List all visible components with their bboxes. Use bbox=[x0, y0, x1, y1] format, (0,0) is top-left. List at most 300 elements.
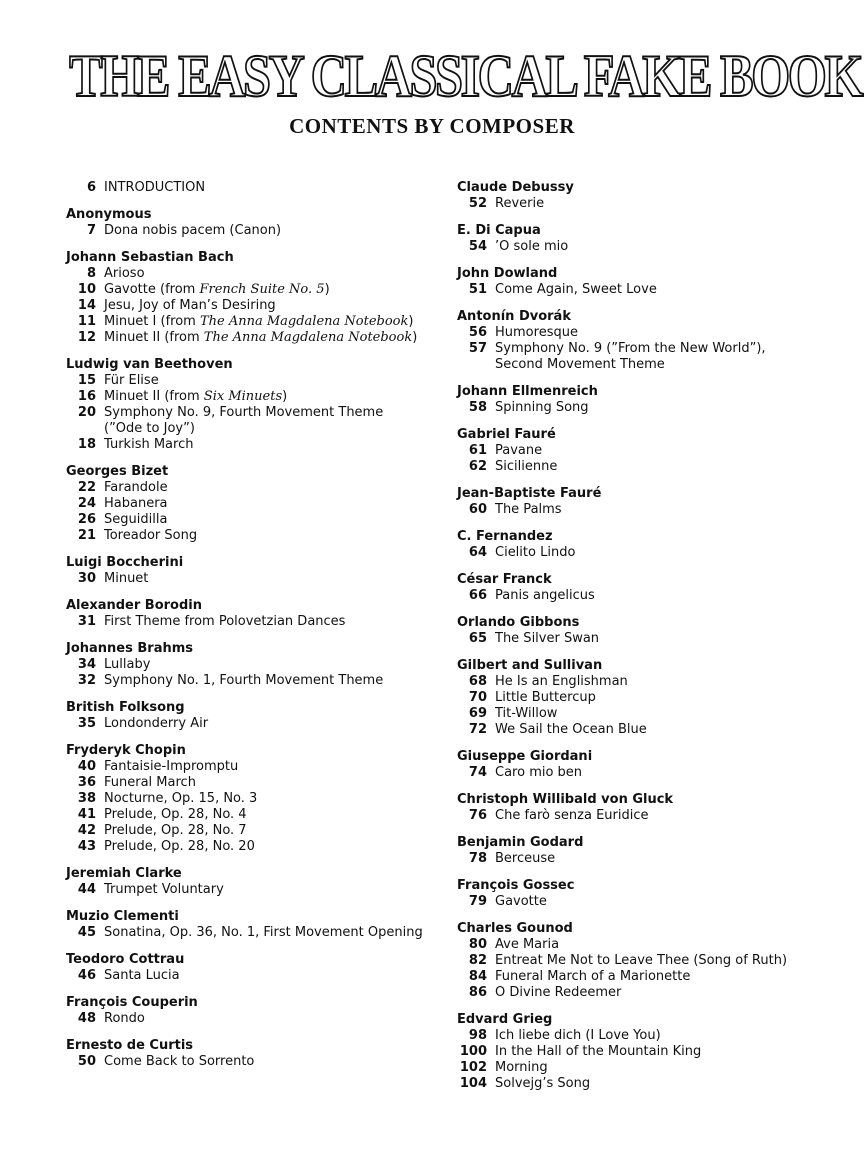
entry-page-number: 20 bbox=[77, 405, 96, 420]
toc-entry[interactable] bbox=[66, 1011, 446, 1027]
toc-entry[interactable] bbox=[457, 937, 827, 953]
entry-title bbox=[104, 882, 224, 898]
entry-title bbox=[495, 282, 657, 298]
toc-entry[interactable] bbox=[457, 545, 827, 561]
composer-name: Gilbert and Sullivan bbox=[457, 658, 603, 673]
composer-group-francois-gossec bbox=[457, 878, 827, 910]
entry-title bbox=[104, 807, 247, 823]
entry-title-text: In the Hall of the Mountain King bbox=[495, 1044, 702, 1059]
entry-page-number: 40 bbox=[77, 759, 96, 774]
entry-page-number: 12 bbox=[77, 330, 96, 345]
entry-title bbox=[104, 389, 287, 405]
entry-page-number: 65 bbox=[468, 631, 487, 646]
composer-group-johannes-brahms bbox=[66, 641, 446, 689]
entry-title-text: Pavane bbox=[495, 443, 543, 458]
entry-page-number: 14 bbox=[77, 298, 96, 313]
toc-entry[interactable] bbox=[457, 588, 827, 604]
entry-title bbox=[495, 985, 621, 1001]
entry-title-text: Rondo bbox=[104, 1011, 145, 1026]
entry-title bbox=[495, 588, 595, 604]
composer-name: César Franck bbox=[457, 572, 552, 587]
entry-title-text: Santa Lucia bbox=[104, 968, 180, 983]
entry-title bbox=[495, 631, 599, 647]
toc-entry[interactable] bbox=[457, 706, 827, 722]
entry-title bbox=[104, 925, 423, 941]
entry-title-text: Caro mio ben bbox=[495, 765, 583, 780]
entry-title-text: Ave Maria bbox=[495, 937, 560, 952]
entry-title-continuation: (”Ode to Joy”) bbox=[104, 421, 195, 436]
entry-title-text: Come Back to Sorrento bbox=[104, 1054, 255, 1069]
entry-page-number: 58 bbox=[468, 400, 487, 415]
composer-group-anonymous bbox=[66, 207, 446, 239]
toc-entry[interactable] bbox=[66, 298, 446, 314]
entry-title bbox=[104, 791, 257, 807]
toc-entry[interactable] bbox=[66, 716, 446, 732]
entry-title bbox=[495, 722, 647, 738]
toc-entry[interactable] bbox=[66, 571, 446, 587]
toc-entry[interactable] bbox=[457, 808, 827, 824]
entry-title-text: Symphony No. 1, Fourth Movement Theme bbox=[104, 673, 384, 688]
composer-name: John Dowland bbox=[457, 266, 558, 281]
toc-entry[interactable] bbox=[66, 839, 446, 855]
entry-title-text: Für Elise bbox=[104, 373, 159, 388]
entry-title bbox=[495, 443, 542, 459]
entry-title-text: First Theme from Polovetzian Dances bbox=[104, 614, 346, 629]
entry-page-number: 104 bbox=[459, 1076, 487, 1091]
entry-title-text: Solvejg’s Song bbox=[495, 1076, 591, 1091]
entry-title-text: Entreat Me Not to Leave Thee (Song of Ruth) bbox=[495, 953, 788, 968]
toc-entry[interactable] bbox=[457, 851, 827, 867]
entry-page-number: 45 bbox=[77, 925, 96, 940]
composer-name: Antonín Dvorák bbox=[457, 309, 571, 324]
composer-name: Ludwig van Beethoven bbox=[66, 357, 233, 372]
entry-title bbox=[104, 839, 255, 855]
entry-title-text: Funeral March of a Marionette bbox=[495, 969, 691, 984]
composer-name: C. Fernandez bbox=[457, 529, 553, 544]
toc-entry[interactable] bbox=[457, 341, 827, 373]
entry-page-number: 26 bbox=[77, 512, 96, 527]
entry-page-number: 52 bbox=[468, 196, 487, 211]
entry-title-text: Toreador Song bbox=[104, 528, 198, 543]
composer-group-gilbert-and-sullivan bbox=[457, 658, 827, 738]
entry-title bbox=[495, 325, 578, 341]
entry-title bbox=[104, 266, 145, 282]
entry-title bbox=[104, 716, 208, 732]
entry-title-text: Minuet II (from bbox=[104, 330, 204, 345]
entry-title bbox=[495, 808, 649, 824]
entry-title-text: Minuet II (from bbox=[104, 389, 204, 404]
toc-entry[interactable] bbox=[66, 437, 446, 453]
entry-title bbox=[495, 1076, 590, 1092]
toc-entry[interactable] bbox=[457, 1028, 827, 1044]
composer-group-alexander-borodin bbox=[66, 598, 446, 630]
entry-title-text: O Divine Redeemer bbox=[495, 985, 622, 1000]
toc-entry[interactable] bbox=[457, 400, 827, 416]
composer-name: Giuseppe Giordani bbox=[457, 749, 593, 764]
toc-entry[interactable] bbox=[66, 807, 446, 823]
entry-title-text: Nocturne, Op. 15, No. 3 bbox=[104, 791, 258, 806]
entry-page-number: 18 bbox=[77, 437, 96, 452]
entry-page-number: 102 bbox=[459, 1060, 487, 1075]
toc-entry[interactable] bbox=[66, 405, 446, 437]
composer-name: Teodoro Cottrau bbox=[66, 952, 185, 967]
composer-group-e-di-capua bbox=[457, 223, 827, 255]
entry-title bbox=[495, 502, 562, 518]
composer-group-c-fernandez bbox=[457, 529, 827, 561]
entry-page-number: 79 bbox=[468, 894, 487, 909]
entry-title bbox=[104, 282, 330, 298]
book-title-banner: THE EASY CLASSICAL FAKE BOOK bbox=[69, 43, 862, 109]
entry-page-number: 44 bbox=[77, 882, 96, 897]
toc-entry[interactable] bbox=[457, 674, 827, 690]
entry-page-number: 10 bbox=[77, 282, 96, 297]
entry-title-text: Symphony No. 9, Fourth Movement Theme bbox=[104, 405, 384, 420]
composer-name: Christoph Willibald von Gluck bbox=[457, 792, 674, 807]
composer-group-giuseppe-giordani bbox=[457, 749, 827, 781]
entry-title-text: Gavotte bbox=[495, 894, 547, 909]
entry-title bbox=[104, 775, 196, 791]
entry-title bbox=[104, 673, 383, 689]
entry-title bbox=[495, 459, 557, 475]
composer-group-orlando-gibbons bbox=[457, 615, 827, 647]
entry-page-number: 56 bbox=[468, 325, 487, 340]
entry-title-text: Farandole bbox=[104, 480, 168, 495]
entry-title bbox=[495, 690, 596, 706]
entry-title bbox=[495, 969, 690, 985]
entry-page-number: 30 bbox=[77, 571, 96, 586]
entry-title bbox=[495, 851, 555, 867]
toc-entry[interactable] bbox=[66, 389, 446, 405]
toc-entry[interactable] bbox=[457, 969, 827, 985]
toc-entry[interactable] bbox=[457, 196, 827, 212]
toc-entry[interactable] bbox=[457, 1044, 827, 1060]
entry-page-number: 54 bbox=[468, 239, 487, 254]
composer-group-claude-debussy bbox=[457, 180, 827, 212]
toc-entry[interactable] bbox=[457, 282, 827, 298]
toc-entry[interactable] bbox=[66, 223, 446, 239]
entry-title bbox=[104, 1011, 145, 1027]
composer-group-muzio-clementi bbox=[66, 909, 446, 941]
entry-title bbox=[495, 1060, 548, 1076]
composer-name: François Gossec bbox=[457, 878, 575, 893]
toc-entry[interactable] bbox=[457, 631, 827, 647]
entry-title-continuation: Second Movement Theme bbox=[495, 357, 665, 372]
entry-page-number: 76 bbox=[468, 808, 487, 823]
composer-group-jeremiah-clarke bbox=[66, 866, 446, 898]
entry-title-text: Habanera bbox=[104, 496, 168, 511]
composer-name: Gabriel Fauré bbox=[457, 427, 556, 442]
entry-page-number: 82 bbox=[468, 953, 487, 968]
toc-entry[interactable] bbox=[66, 373, 446, 389]
entry-title-text: Little Buttercup bbox=[495, 690, 596, 705]
entry-page-number: 15 bbox=[77, 373, 96, 388]
composer-group-benjamin-godard bbox=[457, 835, 827, 867]
entry-title bbox=[104, 405, 383, 437]
composer-group-gabriel-faure bbox=[457, 427, 827, 475]
toc-entry[interactable] bbox=[457, 502, 827, 518]
composer-name: Benjamin Godard bbox=[457, 835, 584, 850]
composer-group-john-dowland bbox=[457, 266, 827, 298]
toc-entry[interactable] bbox=[66, 823, 446, 839]
composer-name: E. Di Capua bbox=[457, 223, 541, 238]
entry-page-number: 68 bbox=[468, 674, 487, 689]
entry-title-text: ’O sole mio bbox=[495, 239, 569, 254]
toc-entry[interactable] bbox=[457, 443, 827, 459]
composer-group-cesar-franck bbox=[457, 572, 827, 604]
entry-page-number: 61 bbox=[468, 443, 487, 458]
composer-name: Fryderyk Chopin bbox=[66, 743, 186, 758]
composer-name: Georges Bizet bbox=[66, 464, 169, 479]
entry-title bbox=[104, 480, 168, 496]
entry-page-number: 7 bbox=[86, 223, 96, 238]
composer-name: Anonymous bbox=[66, 207, 152, 222]
composer-name: Orlando Gibbons bbox=[457, 615, 580, 630]
entry-page-number: 80 bbox=[468, 937, 487, 952]
toc-entry[interactable] bbox=[457, 325, 827, 341]
toc-entry[interactable] bbox=[66, 480, 446, 496]
entry-page-number: 11 bbox=[77, 314, 96, 329]
entry-title-source: French Suite No. 5 bbox=[199, 282, 325, 297]
entry-title bbox=[495, 196, 544, 212]
entry-title-source: The Anna Magdalena Notebook bbox=[199, 314, 409, 329]
entry-title-text: Londonderry Air bbox=[104, 716, 209, 731]
entry-page-number: 34 bbox=[77, 657, 96, 672]
entry-title bbox=[104, 223, 281, 239]
entry-page-number: 100 bbox=[459, 1044, 487, 1059]
composer-name: Charles Gounod bbox=[457, 921, 573, 936]
entry-title bbox=[495, 894, 547, 910]
entry-page-number: 60 bbox=[468, 502, 487, 517]
composer-group-christoph-willibald-von-gluck bbox=[457, 792, 827, 824]
entry-title-text: Fantaisie-Impromptu bbox=[104, 759, 239, 774]
entry-title-source: Six Minuets bbox=[203, 389, 283, 404]
entry-page-number: 70 bbox=[468, 690, 487, 705]
toc-entry[interactable] bbox=[457, 1060, 827, 1076]
toc-entry[interactable] bbox=[457, 459, 827, 475]
entry-page-number: 48 bbox=[77, 1011, 96, 1026]
entry-page-number: 72 bbox=[468, 722, 487, 737]
entry-title-text: Che farò senza Euridice bbox=[495, 808, 649, 823]
composer-name: Johann Ellmenreich bbox=[457, 384, 598, 399]
composer-name: Claude Debussy bbox=[457, 180, 574, 195]
entry-title-text: Dona nobis pacem (Canon) bbox=[104, 223, 282, 238]
entry-title-text: Minuet bbox=[104, 571, 149, 586]
entry-title-closing: ) bbox=[408, 314, 414, 329]
toc-entry[interactable] bbox=[66, 968, 446, 984]
entry-page-number: 86 bbox=[468, 985, 487, 1000]
entry-title bbox=[104, 437, 193, 453]
composer-group-fryderyk-chopin bbox=[66, 743, 446, 855]
entry-title-text: The Silver Swan bbox=[495, 631, 600, 646]
entry-title-text: Lullaby bbox=[104, 657, 151, 672]
entry-title-text: Ich liebe dich (I Love You) bbox=[495, 1028, 661, 1043]
toc-entry[interactable] bbox=[66, 614, 446, 630]
right-column bbox=[457, 180, 827, 1103]
entry-title bbox=[495, 953, 787, 969]
entry-page-number: 31 bbox=[77, 614, 96, 629]
entry-title bbox=[104, 330, 417, 346]
entry-page-number: 42 bbox=[77, 823, 96, 838]
toc-entry[interactable] bbox=[66, 266, 446, 282]
entry-title bbox=[104, 314, 413, 330]
composer-group-british-folksong bbox=[66, 700, 446, 732]
entry-page-number: 36 bbox=[77, 775, 96, 790]
entry-page-number: 8 bbox=[86, 266, 96, 281]
entry-page-number: 78 bbox=[468, 851, 487, 866]
entry-title bbox=[104, 823, 247, 839]
entry-page-number: 51 bbox=[468, 282, 487, 297]
toc-entry[interactable] bbox=[457, 690, 827, 706]
toc-entry[interactable] bbox=[66, 925, 446, 941]
toc-entry[interactable] bbox=[457, 239, 827, 255]
entry-title bbox=[104, 968, 180, 984]
composer-group-georges-bizet bbox=[66, 464, 446, 544]
entry-page-number: 35 bbox=[77, 716, 96, 731]
toc-entry[interactable] bbox=[66, 657, 446, 673]
entry-page-number: 32 bbox=[77, 673, 96, 688]
entry-title-closing: ) bbox=[282, 389, 288, 404]
entry-page-number: 50 bbox=[77, 1054, 96, 1069]
composer-group-luigi-boccherini bbox=[66, 555, 446, 587]
entry-page-number: 24 bbox=[77, 496, 96, 511]
entry-title bbox=[104, 614, 345, 630]
entry-title-text: Turkish March bbox=[104, 437, 194, 452]
composer-group-francois-couperin bbox=[66, 995, 446, 1027]
composer-name: Jean-Baptiste Fauré bbox=[457, 486, 602, 501]
entry-page-number: 62 bbox=[468, 459, 487, 474]
composer-group-ernesto-de-curtis bbox=[66, 1038, 446, 1070]
toc-entry[interactable] bbox=[66, 512, 446, 528]
entry-title-closing: ) bbox=[412, 330, 418, 345]
entry-title bbox=[495, 706, 557, 722]
entry-page-number: 57 bbox=[468, 341, 487, 356]
entry-page-number: 98 bbox=[468, 1028, 487, 1043]
intro-entry[interactable] bbox=[66, 180, 446, 196]
entry-title-text: Prelude, Op. 28, No. 7 bbox=[104, 823, 247, 838]
entry-title bbox=[104, 373, 159, 389]
entry-title-text: Prelude, Op. 28, No. 20 bbox=[104, 839, 255, 854]
entry-title-text: Trumpet Voluntary bbox=[104, 882, 224, 897]
entry-title-text: Humoresque bbox=[495, 325, 578, 340]
entry-page-number: 38 bbox=[77, 791, 96, 806]
entry-title bbox=[104, 1054, 254, 1070]
entry-page-number: 84 bbox=[468, 969, 487, 984]
toc-entry[interactable] bbox=[66, 496, 446, 512]
entry-title-text: Arioso bbox=[104, 266, 145, 281]
entry-page-number: 21 bbox=[77, 528, 96, 543]
entry-title bbox=[104, 496, 168, 512]
entry-title bbox=[495, 937, 559, 953]
toc-entry[interactable] bbox=[457, 765, 827, 781]
entry-title-closing: ) bbox=[324, 282, 330, 297]
toc-entry[interactable] bbox=[457, 722, 827, 738]
composer-name: Jeremiah Clarke bbox=[66, 866, 182, 881]
entry-title-text: Reverie bbox=[495, 196, 545, 211]
entry-title bbox=[495, 674, 628, 690]
entry-title-text: Symphony No. 9 (”From the New World”), bbox=[495, 341, 766, 356]
toc-entry[interactable] bbox=[457, 985, 827, 1001]
toc-entry[interactable] bbox=[457, 894, 827, 910]
entry-title bbox=[495, 765, 582, 781]
entry-title-text: Sicilienne bbox=[495, 459, 558, 474]
entry-page-number: 46 bbox=[77, 968, 96, 983]
entry-title-text: The Palms bbox=[495, 502, 562, 517]
toc-entry[interactable] bbox=[66, 882, 446, 898]
toc-entry[interactable] bbox=[66, 282, 446, 298]
toc-entry[interactable] bbox=[66, 330, 446, 346]
entry-page-number: 43 bbox=[77, 839, 96, 854]
entry-title-text: He Is an Englishman bbox=[495, 674, 628, 689]
composer-group-ludwig-van-beethoven bbox=[66, 357, 446, 453]
entry-title bbox=[104, 657, 150, 673]
entry-title bbox=[104, 298, 276, 314]
entry-title: INTRODUCTION bbox=[104, 180, 206, 195]
entry-page-number: 74 bbox=[468, 765, 487, 780]
composer-group-johann-sebastian-bach bbox=[66, 250, 446, 346]
entry-page-number: 64 bbox=[468, 545, 487, 560]
entry-page-number: 22 bbox=[77, 480, 96, 495]
entry-title bbox=[495, 400, 589, 416]
entry-title-text: Berceuse bbox=[495, 851, 556, 866]
entry-title bbox=[495, 1028, 661, 1044]
entry-title-text: Spinning Song bbox=[495, 400, 589, 415]
composer-name: Muzio Clementi bbox=[66, 909, 179, 924]
entry-title-text: Gavotte (from bbox=[104, 282, 200, 297]
toc-entry[interactable] bbox=[66, 759, 446, 775]
entry-page-number: 41 bbox=[77, 807, 96, 822]
entry-title bbox=[104, 528, 197, 544]
toc-entry[interactable] bbox=[66, 673, 446, 689]
composer-name: Edvard Grieg bbox=[457, 1012, 553, 1027]
composer-name: Alexander Borodin bbox=[66, 598, 203, 613]
toc-entry[interactable] bbox=[66, 775, 446, 791]
toc-entry[interactable] bbox=[457, 953, 827, 969]
composer-name: François Couperin bbox=[66, 995, 198, 1010]
composer-name: Ernesto de Curtis bbox=[66, 1038, 194, 1053]
entry-title bbox=[495, 341, 766, 373]
entry-page-number: 69 bbox=[468, 706, 487, 721]
entry-title-text: Minuet I (from bbox=[104, 314, 200, 329]
entry-page-number: 66 bbox=[468, 588, 487, 603]
entry-title-source: The Anna Magdalena Notebook bbox=[203, 330, 413, 345]
toc-entry[interactable] bbox=[66, 528, 446, 544]
toc-entry[interactable] bbox=[66, 791, 446, 807]
composer-group-jean-baptiste-faure bbox=[457, 486, 827, 518]
composer-name: Johannes Brahms bbox=[66, 641, 194, 656]
entry-title bbox=[104, 571, 148, 587]
composer-group-teodoro-cottrau bbox=[66, 952, 446, 984]
toc-entry[interactable] bbox=[66, 314, 446, 330]
toc-entry[interactable] bbox=[66, 1054, 446, 1070]
contents-heading: CONTENTS BY COMPOSER bbox=[289, 114, 575, 138]
entry-title-text: Panis angelicus bbox=[495, 588, 595, 603]
entry-title-text: Morning bbox=[495, 1060, 548, 1075]
entry-title bbox=[495, 545, 575, 561]
entry-title-text: Sonatina, Op. 36, No. 1, First Movement Opening bbox=[104, 925, 423, 940]
composer-group-johann-ellmenreich bbox=[457, 384, 827, 416]
entry-page-number: 6 bbox=[86, 180, 96, 195]
composer-group-charles-gounod bbox=[457, 921, 827, 1001]
entry-title-text: Cielito Lindo bbox=[495, 545, 576, 560]
toc-entry[interactable] bbox=[457, 1076, 827, 1092]
entry-title-text: Come Again, Sweet Love bbox=[495, 282, 657, 297]
composer-name: Johann Sebastian Bach bbox=[66, 250, 234, 265]
entry-title-text: We Sail the Ocean Blue bbox=[495, 722, 647, 737]
entry-title-text: Prelude, Op. 28, No. 4 bbox=[104, 807, 247, 822]
composer-group-antonin-dvorak bbox=[457, 309, 827, 373]
entry-title bbox=[104, 512, 167, 528]
entry-title-text: Tit-Willow bbox=[495, 706, 558, 721]
